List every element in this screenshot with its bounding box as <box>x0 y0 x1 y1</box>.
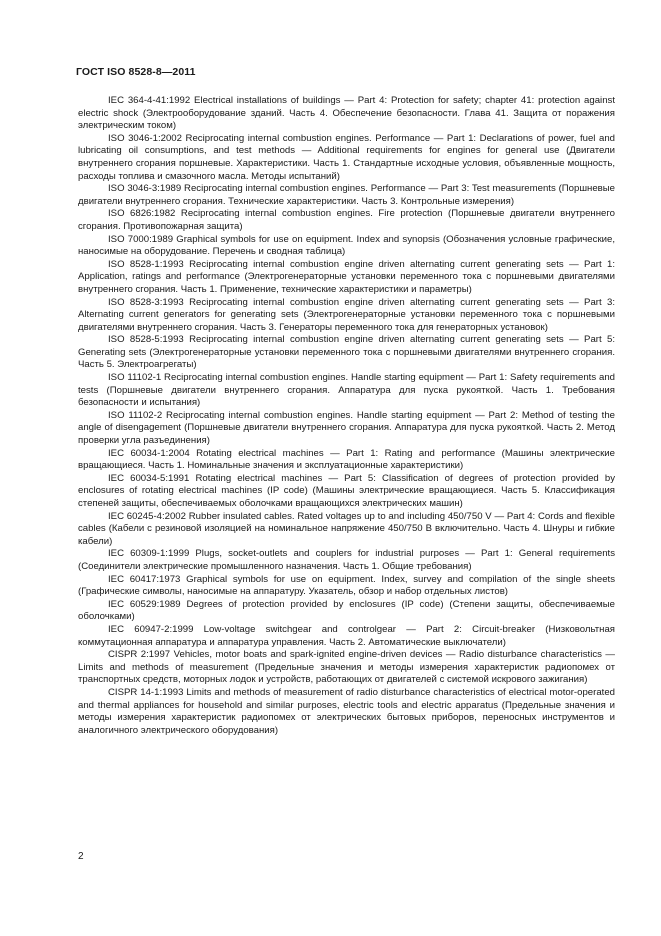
reference-item: ISO 3046-1:2002 Reciprocating internal combustion engines. Performance — Part 1: Declarations of power, fuel and lubricating oil consumptions, and test methods — Additional requirements for engines for general use (Двигатели внутреннего сгорания поршневые. Характеристики. Часть 1. Стандартные исходные условия, объявленные мощность, расходы топлива и смазочного масла. Методы испытаний) <box>78 132 615 182</box>
reference-item: ISO 8528-3:1993 Reciprocating internal combustion engine driven alternating current generating sets — Part 3: Alternating current generators for generating sets (Электрогенераторные установки переменного тока с поршневыми двигателями внутреннего сгорания. Часть 3. Генераторы переменного тока для генераторных установок) <box>78 296 615 333</box>
reference-item: IEC 60947-2:1999 Low-voltage switchgear and controlgear — Part 2: Circuit-breaker (Низковольтная коммутационная аппаратура и аппаратура управления. Часть 2. Автоматические выключатели) <box>78 623 615 648</box>
reference-item: IEC 60309-1:1999 Plugs, socket-outlets and couplers for industrial purposes — Part 1: General requirements (Соединители электрические промышленного назначения. Часть 1. Общие требования) <box>78 548 615 572</box>
reference-item: IEC 364-4-41:1992 Electrical installations of buildings — Part 4: Protection for safety; chapter 41: protection against electric shock (Электрооборудование зданий. Часть 4. Обеспечение безопасности. Глава 41. Защита от поражения электрическим током) <box>78 95 615 132</box>
reference-item: ISO 6826:1982 Reciprocating internal combustion engines. Fire protection (Поршневые двигатели внутреннего сгорания. Противопожарная защита) <box>78 208 615 232</box>
reference-item: ISO 7000:1989 Graphical symbols for use on equipment. Index and synopsis (Обозначения условные графические, наносимые на оборудование. Перечень и сводная таблица) <box>78 233 615 258</box>
standard-header: ГОСТ ISO 8528-8—2011 <box>76 66 196 78</box>
page-number: 2 <box>78 851 84 862</box>
reference-item: ISO 3046-3:1989 Reciprocating internal combustion engines. Performance — Part 3: Test measurements (Поршневые двигатели внутреннего сгорания. Технические характеристики. Часть 3. Контрольные измерения) <box>78 183 615 207</box>
reference-item: CISPR 14-1:1993 Limits and methods of measurement of radio disturbance characteristics of electrical motor-operated and thermal appliances for household and similar purposes, electric tools and electric apparatus (Предельные значения и методы измерения характеристик радиопомех от электрических бытовых приборов, переносных инструментов и аналогичного электрического оборудования) <box>78 686 615 736</box>
reference-item: ISO 11102-1 Reciprocating internal combustion engines. Handle starting equipment — Part 1: Safety requirements and tests (Поршневые двигатели внутреннего сгорания. Аппаратура для пуска рукояткой. Часть 1. Требования безопасности и испытания) <box>78 372 615 409</box>
reference-item: ISO 8528-1:1993 Reciprocating internal combustion engine driven alternating current generating sets — Part 1: Application, ratings and performance (Электрогенераторные установки переменного тока с поршневыми двигателями внутреннего сгорания. Часть 1. Применение, технические характеристики и параметры) <box>78 258 615 295</box>
reference-item: IEC 60529:1989 Degrees of protection provided by enclosures (IP code) (Степени защиты, обеспечиваемые оболочками) <box>78 598 615 623</box>
reference-item: CISPR 2:1997 Vehicles, motor boats and spark-ignited engine-driven devices — Radio disturbance characteristics — Limits and methods of measurement (Предельные значения и методы измерения характеристик радиопомех от транспортных средств, моторных лодок и устройств, работающих от двигателей с системой искрового зажигания) <box>78 649 615 686</box>
reference-item: IEC 60245-4:2002 Rubber insulated cables. Rated voltages up to and including 450/750 V — Part 4: Cords and flexible cables (Кабели с резиновой изоляцией на номинальное напряжение 450/750 В включительно. Часть 4. Шнуры и гибкие кабели) <box>78 510 615 547</box>
reference-item: IEC 60417:1973 Graphical symbols for use on equipment. Index, survey and compilation of the single sheets (Графические символы, наносимые на аппаратуру. Указатель, обзор и набор отдельных листов) <box>78 573 615 598</box>
reference-item: ISO 11102-2 Reciprocating internal combustion engines. Handle starting equipment — Part 2: Method of testing the angle of disengagement (Поршневые двигатели внутреннего сгорания. Аппаратура для пуска рукояткой. Часть 2. Метод проверки угла разъединения) <box>78 409 615 447</box>
reference-item: IEC 60034-1:2004 Rotating electrical machines — Part 1: Rating and performance (Машины электрические вращающиеся. Часть 1. Номинальные значения и эксплуатационные характеристики) <box>78 447 615 472</box>
normative-references-list <box>78 95 615 737</box>
reference-item: ISO 8528-5:1993 Reciprocating internal combustion engine driven alternating current generating sets — Part 5: Generating sets (Электрогенераторные установки переменного тока с поршневыми двигателями внутреннего сгорания. Часть 5. Электроагрегаты) <box>78 334 615 371</box>
reference-item: IEC 60034-5:1991 Rotating electrical machines — Part 5: Classification of degrees of protection provided by enclosures of rotating electrical machines (IP code) (Машины электрические вращающиеся. Часть 5. Классификация степеней защиты, обеспечиваемых оболочками вращающихся электрических машин) <box>78 472 615 509</box>
